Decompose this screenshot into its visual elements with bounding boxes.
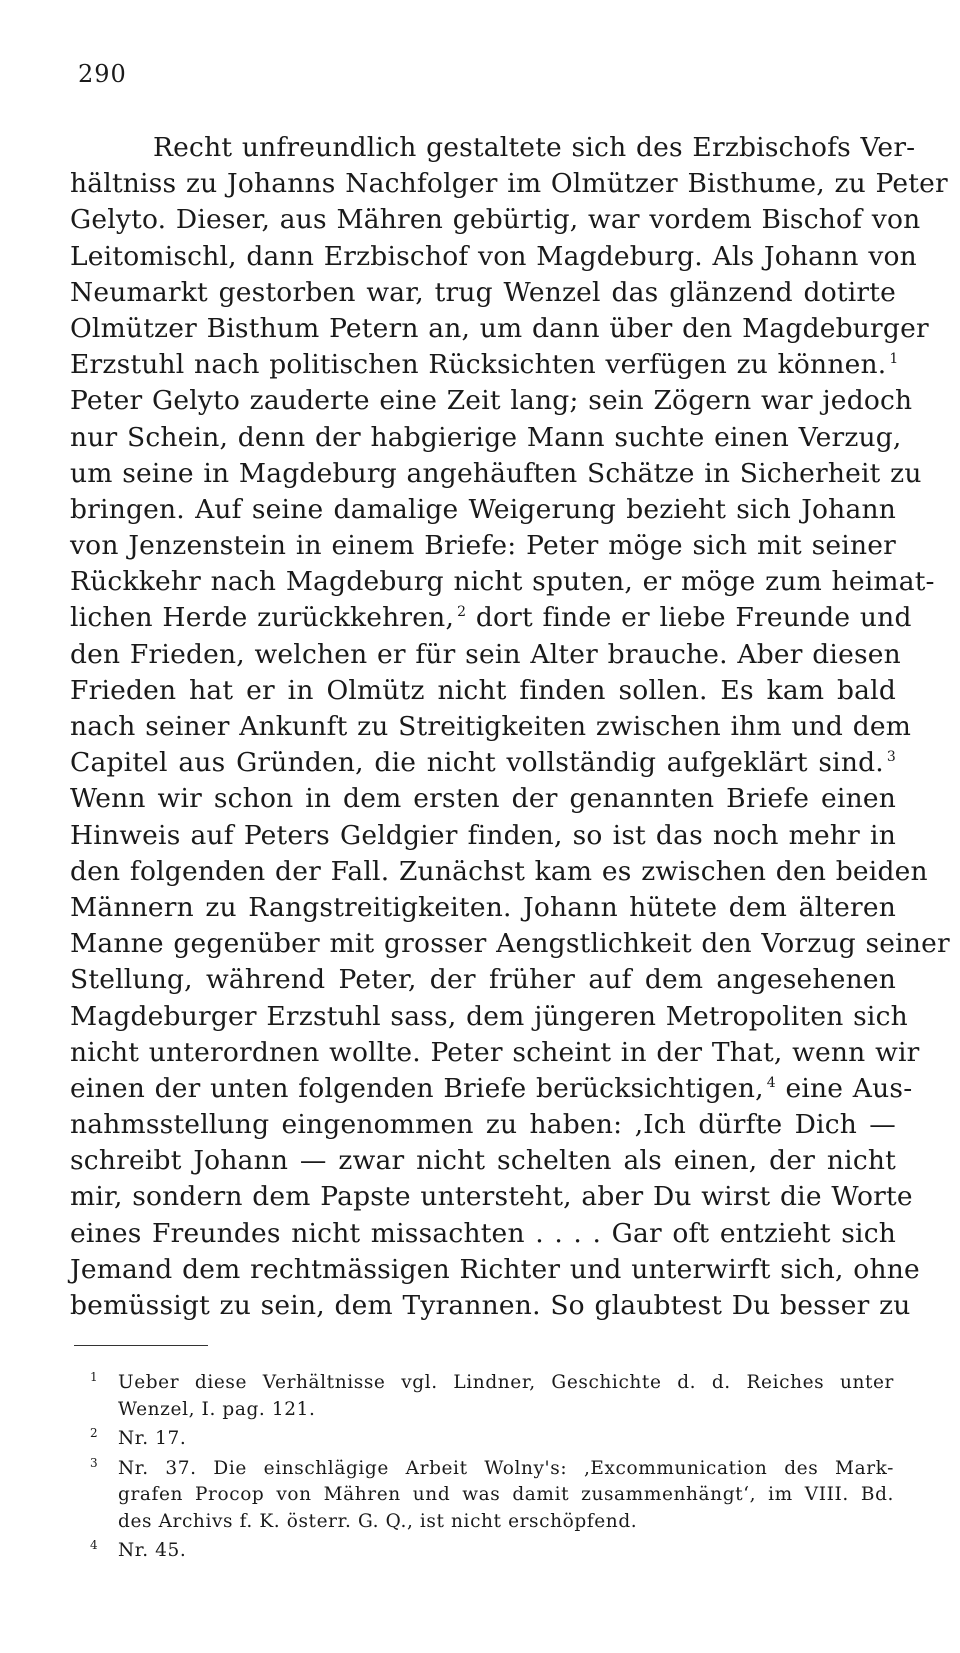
text-segment: einen der unten folgenden Briefe berücksichtigen, bbox=[70, 1072, 764, 1104]
footnote-line: des Archivs f. K. österr. G. Q., ist nicht erschöpfend. bbox=[118, 1510, 638, 1532]
footnote-divider bbox=[74, 1345, 208, 1346]
footnote-line: Nr. 45. bbox=[118, 1540, 187, 1561]
text-line: Manne gegenüber mit grosser Aengstlichkeit den Vorzug seiner bbox=[70, 928, 950, 960]
text-line: bringen. Auf seine damalige Weigerung bezieht sich Johann bbox=[70, 493, 896, 525]
text-segment: Erzstuhl nach politischen Rücksichten verfügen zu können. bbox=[70, 349, 887, 381]
footnote-mark: 1 bbox=[90, 1370, 99, 1384]
text-line: Wenn wir schon in dem ersten der genannten Briefe einen bbox=[70, 783, 896, 815]
text-line: bemüssigt zu sein, dem Tyrannen. So glaubtest Du besser zu bbox=[70, 1290, 911, 1321]
text-line: den folgenden der Fall. Zunächst kam es zwischen den beiden bbox=[70, 855, 928, 887]
text-line: Stellung, während Peter, der früher auf dem angesehenen bbox=[70, 964, 896, 996]
text-line: Olmützer Bisthum Petern an, um dann über den Magdeburger bbox=[70, 312, 929, 344]
text-line: nahmsstellung eingenommen zu haben: ‚Ich dürfte Dich — bbox=[70, 1109, 896, 1141]
footnote-line: Nr. 37. Die einschlägige Arbeit Wolny's: ‚Excommunication des Mark- bbox=[118, 1457, 894, 1479]
footnote-line: Ueber diese Verhältnisse vgl. Lindner, Geschichte d. d. Reiches unter bbox=[118, 1372, 894, 1393]
text-segment: dort finde er liebe Freunde und bbox=[475, 602, 912, 634]
text-line: Hinweis auf Peters Geldgier finden, so ist das noch mehr in bbox=[70, 819, 896, 851]
page-number: 290 bbox=[78, 60, 127, 88]
footnote-ref: 2 bbox=[457, 604, 467, 621]
text-line bbox=[70, 347, 899, 383]
text-line: nur Schein, denn der habgierige Mann suchte einen Verzug, bbox=[70, 421, 902, 453]
text-line: Peter Gelyto zauderte eine Zeit lang; sein Zögern war jedoch bbox=[70, 385, 913, 417]
footnote bbox=[88, 1538, 894, 1565]
footnote bbox=[88, 1370, 894, 1423]
text-line: hältniss zu Johanns Nachfolger im Olmützer Bisthume, zu Peter bbox=[70, 168, 948, 200]
text-line: Männern zu Rangstreitigkeiten. Johann hütete dem älteren bbox=[70, 891, 896, 923]
text-line: Gelyto. Dieser, aus Mähren gebürtig, war vordem Bischof von bbox=[70, 204, 921, 236]
text-line: eines Freundes nicht missachten . . . . Gar oft entzieht sich bbox=[70, 1217, 896, 1249]
footnote-line: grafen Procop von Mähren und was damit zusammenhängt‘, im VIII. Bd. bbox=[118, 1484, 894, 1505]
text-line bbox=[70, 600, 912, 636]
text-line: Leitomischl, dann Erzbischof von Magdeburg. Als Johann von bbox=[70, 240, 917, 272]
footnote-mark: 2 bbox=[90, 1426, 99, 1440]
text-line: Jemand dem rechtmässigen Richter und unterwirft sich, ohne bbox=[70, 1253, 920, 1285]
text-line: Recht unfreundlich gestaltete sich des Erzbischofs Ver- bbox=[153, 132, 916, 163]
text-line: mir, sondern dem Papste untersteht, aber Du wirst die Worte bbox=[70, 1181, 913, 1213]
text-line bbox=[70, 745, 896, 781]
text-line: von Jenzenstein in einem Briefe: Peter möge sich mit seiner bbox=[70, 530, 896, 562]
footnote-ref: 3 bbox=[886, 749, 896, 766]
footnote-ref: 4 bbox=[766, 1074, 776, 1091]
text-line: Rückkehr nach Magdeburg nicht sputen, er möge zum heimat- bbox=[70, 566, 935, 598]
text-line: Neumarkt gestorben war, trug Wenzel das glänzend dotirte bbox=[70, 276, 896, 308]
footnote bbox=[88, 1456, 894, 1536]
text-line: schreibt Johann — zwar nicht schelten als einen, der nicht bbox=[70, 1145, 896, 1177]
footnote-ref: 1 bbox=[889, 351, 899, 368]
footnote-mark: 4 bbox=[90, 1538, 99, 1552]
text-line: nach seiner Ankunft zu Streitigkeiten zwischen ihm und dem bbox=[70, 711, 912, 742]
footnotes bbox=[88, 1370, 894, 1568]
text-line: Frieden hat er in Olmütz nicht finden sollen. Es kam bald bbox=[70, 674, 896, 706]
text-line: den Frieden, welchen er für sein Alter brauche. Aber diesen bbox=[70, 638, 901, 670]
footnote-mark: 3 bbox=[90, 1455, 99, 1470]
text-segment: Capitel aus Gründen, die nicht vollständig aufgeklärt sind. bbox=[70, 747, 884, 779]
text-segment: eine Aus- bbox=[785, 1072, 913, 1104]
text-line: nicht unterordnen wollte. Peter scheint in der That, wenn wir bbox=[70, 1036, 920, 1068]
footnote bbox=[88, 1426, 894, 1453]
main-text bbox=[70, 130, 950, 1324]
text-line bbox=[70, 1071, 913, 1107]
text-line: Magdeburger Erzstuhl sass, dem jüngeren Metropoliten sich bbox=[70, 1000, 908, 1032]
text-line: um seine in Magdeburg angehäuften Schätze in Sicherheit zu bbox=[70, 457, 922, 489]
footnote-line: Wenzel, I. pag. 121. bbox=[118, 1398, 316, 1420]
text-segment: lichen Herde zurückkehren, bbox=[70, 602, 455, 634]
footnote-line: Nr. 17. bbox=[118, 1428, 187, 1449]
